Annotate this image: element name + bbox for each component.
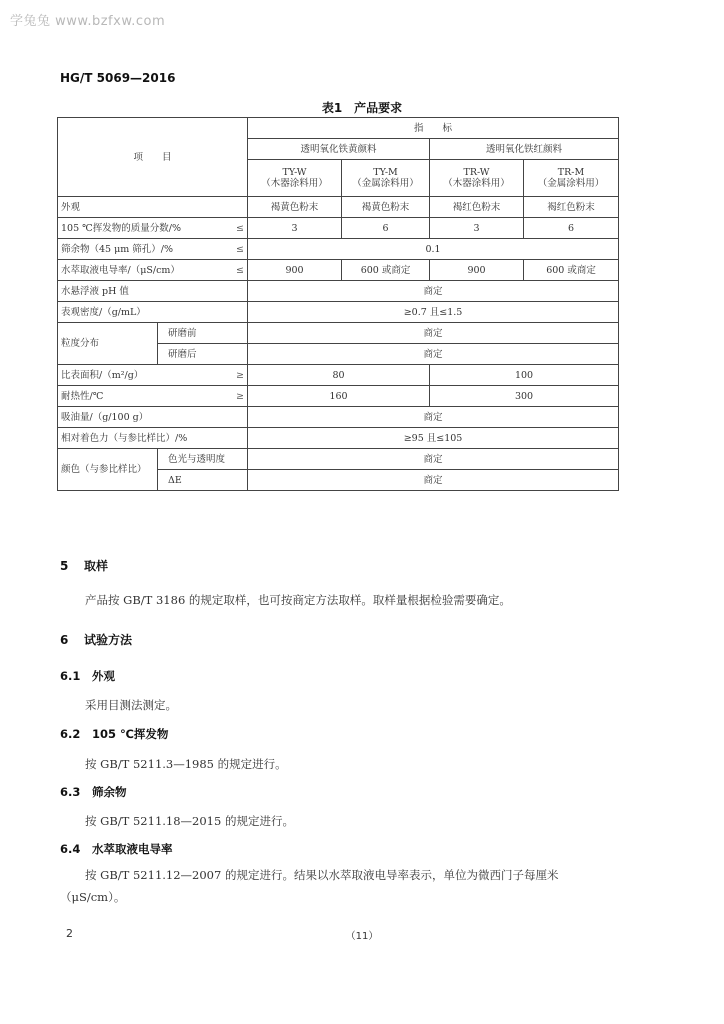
header-col-trm: TR-M （金属涂料用） xyxy=(524,160,619,197)
section-6-1-text: 采用目测法测定。 xyxy=(85,698,177,712)
header-item: 项 目 xyxy=(58,118,248,197)
section-6-2-text: 按 GB/T 5211.3—1985 的规定进行。 xyxy=(85,757,287,771)
table-row: 水萃取液电导率/（μS/cm） ≤ 900 600 或商定 900 600 或商定 xyxy=(58,260,619,281)
header-col-trw: TR-W （木器涂料用） xyxy=(430,160,524,197)
table-row: 吸油量/（g/100 g） 商定 xyxy=(58,407,619,428)
header-group-red: 透明氧化铁红颜料 xyxy=(430,139,619,160)
page-center-number: （11） xyxy=(345,931,379,942)
table-row: 105 ℃挥发物的质量分数/% ≤ 3 6 3 6 xyxy=(58,218,619,239)
table-row: 相对着色力（与参比样比）/% ≥95 且≤105 xyxy=(58,428,619,449)
standard-code: HG/T 5069—2016 xyxy=(60,71,176,85)
section-6-2-heading: 6.2 105 ℃挥发物 xyxy=(60,727,169,741)
section-6-3-heading: 6.3 筛余物 xyxy=(60,785,127,799)
table-row: 水悬浮液 pH 值 商定 xyxy=(58,281,619,302)
table-row: ΔE 商定 xyxy=(58,470,619,491)
header-col-tym: TY-M （金属涂料用） xyxy=(342,160,430,197)
table-row: 耐热性/℃ ≥ 160 300 xyxy=(58,386,619,407)
page-number: 2 xyxy=(66,927,73,940)
header-group-yellow: 透明氧化铁黄颜料 xyxy=(248,139,430,160)
watermark: 学兔兔 www.bzfxw.com xyxy=(10,14,166,29)
section-6-heading: 6 试验方法 xyxy=(60,633,133,647)
section-5-heading: 5 取样 xyxy=(60,559,109,573)
table-row: 粒度分布 研磨前 商定 xyxy=(58,323,619,344)
table-row: 筛余物（45 μm 筛孔）/% ≤ 0.1 xyxy=(58,239,619,260)
section-5-text: 产品按 GB/T 3186 的规定取样，也可按商定方法取样。取样量根据检验需要确定。 xyxy=(85,593,511,607)
table-row: 比表面积/（m²/g） ≥ 80 100 xyxy=(58,365,619,386)
section-6-4-text: 按 GB/T 5211.12—2007 的规定进行。结果以水萃取液电导率表示，单位为微西门子每厘米 xyxy=(85,868,559,882)
product-requirements-table xyxy=(57,117,619,491)
section-6-1-heading: 6.1 外观 xyxy=(60,669,115,683)
header-col-tyw: TY-W （木器涂料用） xyxy=(248,160,342,197)
table-row: 表观密度/（g/mL） ≥0.7 且≤1.5 xyxy=(58,302,619,323)
header-index: 指 标 xyxy=(248,118,619,139)
section-6-4-heading: 6.4 水萃取液电导率 xyxy=(60,842,173,856)
table-row: 研磨后 商定 xyxy=(58,344,619,365)
table-row: 颜色（与参比样比） 色光与透明度 商定 xyxy=(58,449,619,470)
section-6-4-text-cont: （μS/cm）。 xyxy=(60,890,126,904)
table-caption: 表1 产品要求 xyxy=(321,101,403,115)
table-row: 外观 褐黄色粉末 褐黄色粉末 褐红色粉末 褐红色粉末 xyxy=(58,197,619,218)
section-6-3-text: 按 GB/T 5211.18—2015 的规定进行。 xyxy=(85,814,294,828)
